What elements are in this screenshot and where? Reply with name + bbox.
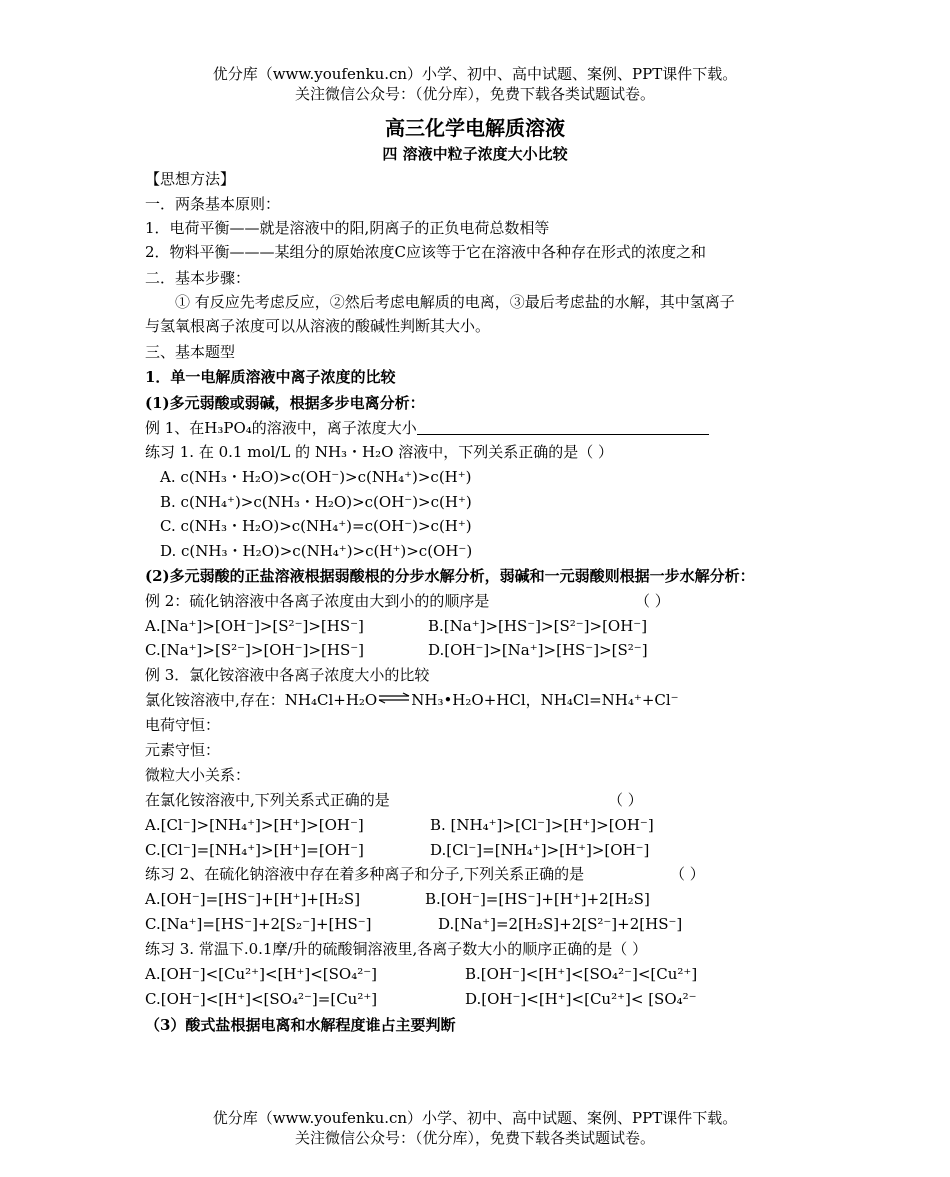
- example-3b-question: [145, 790, 643, 810]
- practice-2-paren: （ ）: [670, 865, 705, 883]
- section-method: 【思想方法】: [145, 170, 236, 188]
- example-2-question: [145, 591, 670, 611]
- answer-blank: [417, 420, 709, 435]
- particle-relation-label: 微粒大小关系：: [145, 766, 251, 784]
- section-steps: 二．基本步骤：: [145, 269, 251, 287]
- equation-left: 氯化铵溶液中,存在：NH₄Cl+H₂O: [145, 691, 378, 709]
- practice-3-option-a: A.[OH⁻]<[Cu²⁺]<[H⁺]<[SO₄²⁻]: [145, 965, 378, 983]
- example-2-row-1: [145, 616, 648, 636]
- section-types: 三、基本题型: [145, 343, 236, 361]
- practice-3-option-d: D.[OH⁻]<[H⁺]<[Cu²⁺]< [SO₄²⁻: [465, 990, 697, 1008]
- example-3b-row-2: [145, 840, 650, 860]
- type-1c-heading: （3）酸式盐根据电离和水解程度谁占主要判断: [145, 1016, 456, 1034]
- example-2-paren: （ ）: [635, 592, 670, 610]
- practice-2-option-a: A.[OH⁻]=[HS⁻]+[H⁺]+[H₂S]: [145, 890, 361, 908]
- practice-3-row-2: [145, 989, 697, 1009]
- example-2-row-2: [145, 640, 648, 660]
- example-3b-option-c: C.[Cl⁻]=[NH₄⁺]>[H⁺]=[OH⁻]: [145, 841, 364, 859]
- page-subtitle: 四 溶液中粒子浓度大小比较: [382, 145, 568, 163]
- rule-material-balance: 2．物料平衡———某组分的原始浓度C应该等于它在溶液中各种存在形式的浓度之和: [145, 243, 707, 261]
- example-3b-paren: （ ）: [608, 791, 643, 809]
- example-2-option-b: B.[Na⁺]>[HS⁻]>[S²⁻]>[OH⁻]: [428, 617, 648, 635]
- practice-2-text: 练习 2、在硫化钠溶液中存在着多种离子和分子,下列关系正确的是: [145, 865, 585, 883]
- practice-1-option-d: D. c(NH₃・H₂O)>c(NH₄⁺)>c(H⁺)>c(OH⁻): [160, 542, 473, 560]
- practice-3-option-c: C.[OH⁻]<[H⁺]<[SO₄²⁻]=[Cu²⁺]: [145, 990, 378, 1008]
- type-1-heading: 1．单一电解质溶液中离子浓度的比较: [145, 368, 396, 386]
- practice-1-option-a: A. c(NH₃・H₂O)>c(OH⁻)>c(NH₄⁺)>c(H⁺): [160, 468, 472, 486]
- example-1: [145, 418, 709, 438]
- practice-2-row-2: [145, 914, 683, 934]
- example-3b-option-a: A.[Cl⁻]>[NH₄⁺]>[H⁺]>[OH⁻]: [145, 816, 364, 834]
- practice-2-question: [145, 864, 705, 884]
- element-conservation-label: 元素守恒：: [145, 741, 221, 759]
- practice-2-option-d: D.[Na⁺]=2[H₂S]+2[S²⁻]+2[HS⁻]: [438, 915, 683, 933]
- rule-charge-balance: 1．电荷平衡——就是溶液中的阳,阴离子的正负电荷总数相等: [145, 219, 550, 237]
- example-2-option-a: A.[Na⁺]>[OH⁻]>[S²⁻]>[HS⁻]: [145, 617, 364, 635]
- type-1b-heading: (2)多元弱酸的正盐溶液根据弱酸根的分步水解分析，弱碱和一元弱酸则根据一步水解分析：: [145, 567, 755, 585]
- example-3-equation: [145, 690, 679, 710]
- practice-2-row-1: [145, 889, 650, 909]
- header-line-1: 优分库（www.youfenku.cn）小学、初中、高中试题、案例、PPT课件下载。: [212, 65, 738, 83]
- steps-line-1: ① 有反应先考虑反应，②然后考虑电解质的电离，③最后考虑盐的水解，其中氢离子: [175, 293, 735, 311]
- example-3b-option-b: B. [NH₄⁺]>[Cl⁻]>[H⁺]>[OH⁻]: [430, 816, 654, 834]
- example-3b-option-d: D.[Cl⁻]=[NH₄⁺]>[H⁺]>[OH⁻]: [430, 841, 650, 859]
- example-1-text: 例 1、在H₃PO₄的溶液中，离子浓度大小: [145, 419, 417, 437]
- practice-3-option-b: B.[OH⁻]<[H⁺]<[SO₄²⁻]<[Cu²⁺]: [465, 965, 698, 983]
- practice-3-row-1: [145, 964, 698, 984]
- equation-right: NH₃•H₂O+HCl，NH₄Cl=NH₄⁺+Cl⁻: [411, 691, 679, 709]
- example-3b-text: 在氯化铵溶液中,下列关系式正确的是: [145, 791, 390, 809]
- example-2-option-c: C.[Na⁺]>[S²⁻]>[OH⁻]>[HS⁻]: [145, 641, 364, 659]
- practice-1-option-c: C. c(NH₃・H₂O)>c(NH₄⁺)=c(OH⁻)>c(H⁺): [160, 517, 472, 535]
- practice-3-question: 练习 3. 常温下.0.1摩/升的硫酸铜溶液里,各离子数大小的顺序正确的是（ ）: [145, 940, 648, 958]
- practice-1-question: 练习 1. 在 0.1 mol/L 的 NH₃・H₂O 溶液中，下列关系正确的是（ ）: [145, 443, 613, 461]
- example-3-heading: 例 3．氯化铵溶液中各离子浓度大小的比较: [145, 666, 430, 684]
- practice-2-option-c: C.[Na⁺]=[HS⁻]+2[S₂⁻]+[HS⁻]: [145, 915, 372, 933]
- practice-2-option-b: B.[OH⁻]=[HS⁻]+[H⁺]+2[H₂S]: [425, 890, 650, 908]
- practice-1-option-b: B. c(NH₄⁺)>c(NH₃・H₂O)>c(OH⁻)>c(H⁺): [160, 493, 472, 511]
- header-line-2: 关注微信公众号：（优分库），免费下载各类试题试卷。: [294, 85, 655, 103]
- example-2-text: 例 2：硫化钠溶液中各离子浓度由大到小的的顺序是: [145, 592, 490, 610]
- example-2-option-d: D.[OH⁻]>[Na⁺]>[HS⁻]>[S²⁻]: [428, 641, 648, 659]
- charge-conservation-label: 电荷守恒：: [145, 716, 221, 734]
- section-principles: 一．两条基本原则：: [145, 195, 281, 213]
- page-title: 高三化学电解质溶液: [385, 116, 565, 140]
- footer-line-2: 关注微信公众号：（优分库），免费下载各类试题试卷。: [294, 1129, 655, 1147]
- steps-line-2: 与氢氧根离子浓度可以从溶液的酸碱性判断其大小。: [145, 317, 491, 335]
- example-3b-row-1: [145, 815, 654, 835]
- type-1a-heading: (1)多元弱酸或弱碱，根据多步电离分析：: [145, 394, 425, 412]
- footer-line-1: 优分库（www.youfenku.cn）小学、初中、高中试题、案例、PPT课件下载。: [212, 1109, 738, 1127]
- reversible-arrow-icon: [377, 692, 411, 704]
